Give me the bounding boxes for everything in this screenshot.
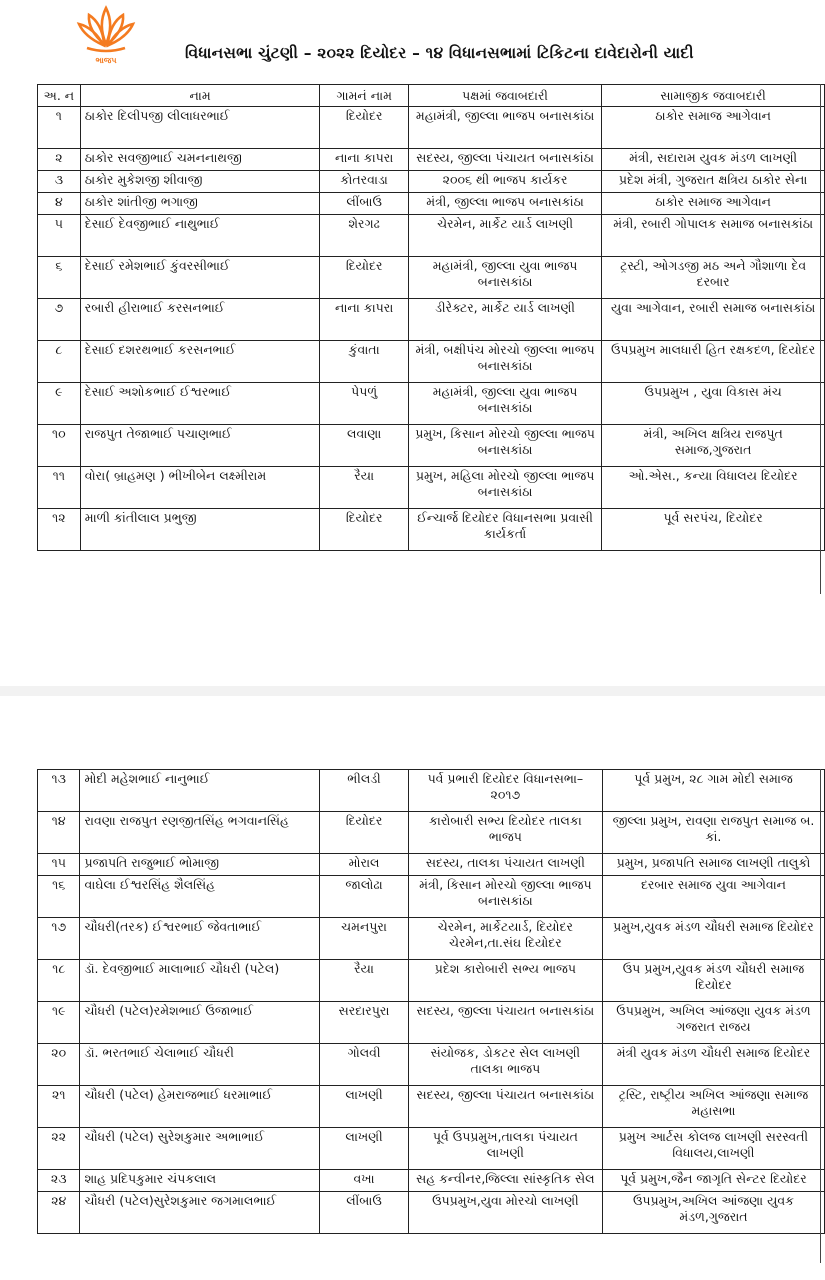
col-header-village: ગામનં નામ	[320, 85, 409, 107]
row-party-role: ૨૦૦૬ થી ભાજપ કાર્યકર	[408, 171, 601, 193]
row-number: ૩	[38, 171, 81, 193]
row-party-role: પ્રમુખ, કિસાન મોરચો જીલ્લા ભાજપ બનાસકાંઠા	[408, 425, 601, 467]
row-village: પેપળું	[320, 383, 409, 425]
row-number: ૧૨	[38, 509, 81, 551]
row-village: કોતરવાડા	[320, 171, 409, 193]
row-social-role: ઓ.એસ., કન્યા વિધાલય દિયોદર	[602, 467, 825, 509]
row-social-role: ઉપ પ્રમુખ,યુવક મંડળ ચૌધરી સમાજ દિયોદર	[602, 960, 824, 1002]
row-name: ચૌધરી(તરક) ઈશ્વરભાઈ જેવતાભાઈ	[80, 918, 320, 960]
row-party-role: પર્વ પ્રભારી દિયોદર વિધાનસભા–૨૦૧૭	[408, 770, 602, 812]
row-number: ૧૫	[38, 854, 80, 876]
table-edge-line	[820, 769, 821, 1263]
row-number: ૧૦	[38, 425, 81, 467]
row-party-role: ચેરમેન, માર્કેટ યાર્ડ લાખણી	[408, 215, 601, 257]
row-social-role: પ્રમુખ, પ્રજાપતિ સમાજ લાખણી તાલુકો	[602, 854, 824, 876]
row-social-role: મંત્રી યુવક મંડળ ચૌધરી સમાજ દિયોદર	[602, 1044, 824, 1086]
table-row	[38, 299, 825, 341]
row-name: દેસાઈ દેવજીભાઈ નાથુભાઈ	[80, 215, 320, 257]
row-social-role: યુવા આગેવાન, રબારી સમાજ બનાસકાંઠા	[602, 299, 825, 341]
row-name: ઠાકોર દિલીપજી લીલાધરભાઈ	[80, 107, 320, 149]
table-row	[38, 383, 825, 425]
row-name: ઠાકોર સવજીભાઈ ચમનનાથજી	[80, 149, 320, 171]
row-party-role: સંયોજક, ડોકટર સેલ લાખણી તાલકા ભાજપ	[408, 1044, 602, 1086]
row-party-role: ઈન્ચાર્જ દિયોદર વિધાનસભા પ્રવાસી કાર્યકર્તા	[408, 509, 601, 551]
table-row	[38, 149, 825, 171]
row-number: ૧	[38, 107, 81, 149]
row-number: ૧૯	[38, 1002, 80, 1044]
row-village: દિયોદર	[320, 509, 409, 551]
row-name: દેસાઈ અશોકભાઈ ઈશ્વરભાઈ	[80, 383, 320, 425]
table-row	[38, 1170, 825, 1192]
row-village: જાલોઢા	[320, 876, 409, 918]
row-village: લવાણા	[320, 425, 409, 467]
logo-caption: ભાજપ	[95, 56, 117, 65]
row-name: શાહ પ્રદિપકુમાર ચંપકલાલ	[80, 1170, 320, 1192]
candidates-table-part2	[37, 769, 825, 1234]
row-party-role: પૂર્વ ઉપપ્રમુખ,તાલકા પંચાયત લાખણી	[408, 1128, 602, 1170]
row-number: ૨૩	[38, 1170, 80, 1192]
row-name: વાઘેલા ઈશ્વરસિંહ શૈલસિંહ	[80, 876, 320, 918]
table-header-row	[38, 85, 825, 107]
row-name: ઠાકોર મુકેશજી શીવાજી	[80, 171, 320, 193]
row-village: રૈયા	[320, 960, 409, 1002]
table-row	[38, 854, 825, 876]
table-row	[38, 918, 825, 960]
col-header-social-role: સામાજીક જવાબદારી	[602, 85, 825, 107]
row-name: રબારી હીરાભાઈ કરસનભાઈ	[80, 299, 320, 341]
row-village: ચમનપુરા	[320, 918, 409, 960]
row-village: દિયોદર	[320, 107, 409, 149]
table-row	[38, 425, 825, 467]
row-number: ૨૪	[38, 1192, 80, 1234]
row-name: માળી કાંતીલાલ પ્રભુજી	[80, 509, 320, 551]
row-number: ૧૪	[38, 812, 80, 854]
row-number: ૧૧	[38, 467, 81, 509]
row-party-role: સદસ્ય, જીલ્લા પંચાયત બનાસકાંઠા	[408, 1086, 602, 1128]
row-village: નાના કાપરા	[320, 299, 409, 341]
row-number: ૨	[38, 149, 81, 171]
row-number: ૮	[38, 341, 81, 383]
row-village: નાના કાપરા	[320, 149, 409, 171]
row-party-role: સદસ્ય, જીલ્લા પંચાયત બનાસકાંઠા	[408, 1002, 602, 1044]
row-village: વખા	[320, 1170, 409, 1192]
row-village: લીંબાઉ	[320, 193, 409, 215]
row-number: ૧૩	[38, 770, 80, 812]
row-social-role: પૂર્વ પ્રમુખ,જૈન જાગૃતિ સેન્ટર દિયોદર	[602, 1170, 824, 1192]
table-row	[38, 509, 825, 551]
row-name: ડૉ. ભરતભાઈ ચેલાભાઈ ચૌધરી	[80, 1044, 320, 1086]
row-number: ૯	[38, 383, 81, 425]
row-village: કુંવાતા	[320, 341, 409, 383]
row-party-role: ચેરમેન, માર્કેટયાર્ડ, દિયોદર ચેરમેન,તા.સંઘ દિયોદર	[408, 918, 602, 960]
page-gap	[0, 686, 825, 696]
row-village: ગોલવી	[320, 1044, 409, 1086]
row-name: ડૉ. દેવજીભાઈ માલાભાઈ ચૌધરી (પટેલ)	[80, 960, 320, 1002]
row-social-role: પ્રમુખ,યુવક મંડળ ચૌધરી સમાજ દિયોદર	[602, 918, 824, 960]
col-header-number: અ. ન	[38, 85, 81, 107]
row-number: ૨૧	[38, 1086, 80, 1128]
row-name: દેસાઈ રમેશભાઈ કુંવરસીભાઈ	[80, 257, 320, 299]
row-name: ચૌધરી (પટેલ) હેમરાજભાઈ ધરમાભાઈ	[80, 1086, 320, 1128]
row-party-role: મંત્રી, બક્ષીપંચ મોરચો જીલ્લા ભાજપ બનાસકાંઠા	[408, 341, 601, 383]
col-header-name: નામ	[80, 85, 320, 107]
table-row	[38, 876, 825, 918]
table-row	[38, 1192, 825, 1234]
row-name: ઠાકોર શાંતીજી ભગાજી	[80, 193, 320, 215]
col-header-party-role: પક્ષમાં જવાબદારી	[408, 85, 601, 107]
row-party-role: પ્રદેશ કારોબારી સભ્ય ભાજપ	[408, 960, 602, 1002]
row-name: રાજપુત તેજાભાઈ પચાણભાઈ	[80, 425, 320, 467]
row-number: ૧૭	[38, 918, 80, 960]
row-village: લાખણી	[320, 1128, 409, 1170]
row-party-role: મહામંત્રી, જીલ્લા ભાજપ બનાસકાંઠા	[408, 107, 601, 149]
row-village: દિયોદર	[320, 812, 409, 854]
row-name: વોરા( બ્રાહમણ ) ભીખીબેન લક્ષ્મીરામ	[80, 467, 320, 509]
row-social-role: જીલ્લા પ્રમુખ, રાવણા રાજપુત સમાજ બ. કાં.	[602, 812, 824, 854]
row-number: ૪	[38, 193, 81, 215]
table-row	[38, 215, 825, 257]
table-row	[38, 193, 825, 215]
row-village: લીંબાઉ	[320, 1192, 409, 1234]
row-name: રાવણા રાજપુત રણજીતસિંહ ભગવાનસિંહ	[80, 812, 320, 854]
table-row	[38, 171, 825, 193]
table-body-part1	[38, 107, 825, 551]
row-name: ચૌધરી (પટેલ) સુરેશકુમાર અભાભાઈ	[80, 1128, 320, 1170]
table-body-part2	[38, 770, 825, 1234]
row-number: ૬	[38, 257, 81, 299]
row-number: ૫	[38, 215, 81, 257]
row-party-role: મંત્રી, જીલ્લા ભાજપ બનાસકાંઠા	[408, 193, 601, 215]
row-number: ૧૬	[38, 876, 80, 918]
row-social-role: પ્રમુખ આર્ટસ કોલજ લાખણી સરસ્વતી વિધાલય,લાખણી	[602, 1128, 824, 1170]
row-party-role: મંત્રી, કિસાન મોરચો જીલ્લા ભાજપ બનાસકાંઠા	[408, 876, 602, 918]
table-row	[38, 107, 825, 149]
row-social-role: ઉપપ્રમુખ , યુવા વિકાસ મંચ	[602, 383, 825, 425]
row-social-role: પૂર્વ સરપંચ, દિયોદર	[602, 509, 825, 551]
row-party-role: સહ કન્વીનર,જિલ્લા સાંસ્કૃતિક સેલ	[408, 1170, 602, 1192]
row-social-role: ટ્રસ્ટિ, રાષ્ટ્રીય અખિલ આંજણા સમાજ મહાસભા	[602, 1086, 824, 1128]
table-row	[38, 257, 825, 299]
table-row	[38, 1044, 825, 1086]
row-social-role: ઉપપ્રમુખ માલધારી હિત રક્ષકદળ, દિયોદર	[602, 341, 825, 383]
table-row	[38, 1128, 825, 1170]
row-number: ૨૨	[38, 1128, 80, 1170]
row-party-role: મહામંત્રી, જીલ્લા યુવા ભાજપ બનાસકાંઠા	[408, 383, 601, 425]
table-row	[38, 1002, 825, 1044]
row-village: દિયોદર	[320, 257, 409, 299]
table-row	[38, 1086, 825, 1128]
row-social-role: મંત્રી, રબારી ગોપાલક સમાજ બનાસકાંઠા	[602, 215, 825, 257]
row-village: લાખણી	[320, 1086, 409, 1128]
row-party-role: કારોબારી સભ્ય દિયોદર તાલકા ભાજપ	[408, 812, 602, 854]
row-party-role: ડીરેક્ટર, માર્કેટ યાર્ડ લાખણી	[408, 299, 601, 341]
candidates-table-part1	[37, 84, 825, 551]
row-party-role: ઉપપ્રમુખ,યુવા મોરચો લાખણી	[408, 1192, 602, 1234]
row-social-role: દરબાર સમાજ યુવા આગેવાન	[602, 876, 824, 918]
row-village: રૈયા	[320, 467, 409, 509]
bjp-lotus-logo	[72, 0, 140, 72]
table-row	[38, 467, 825, 509]
table-row	[38, 341, 825, 383]
row-village: સરદારપુરા	[320, 1002, 409, 1044]
page-title: વિધાનસભા ચુંટણી – ૨૦૨૨ દિયોદર – ૧૪ વિધાનસભામાં ટિકિટના દાવેદારોની યાદી	[185, 44, 694, 62]
row-social-role: ઉપપ્રમુખ, અખિલ આંજણા યુવક મંડળ ગજરાત રાજય	[602, 1002, 824, 1044]
row-social-role: ઠાકોર સમાજ આગેવાન	[602, 107, 825, 149]
table-row	[38, 812, 825, 854]
row-party-role: પ્રમુખ, મહિલા મોરચો જીલ્લા ભાજપ બનાસકાંઠા	[408, 467, 601, 509]
row-party-role: સદસ્ય, જીલ્લા પંચાયત બનાસકાંઠા	[408, 149, 601, 171]
row-name: મોદી મહેશભાઈ નાનુભાઈ	[80, 770, 320, 812]
table-row	[38, 770, 825, 812]
row-party-role: મહામંત્રી, જીલ્લા યુવા ભાજપ બનાસકાંઠા	[408, 257, 601, 299]
row-name: ચૌધરી (પટેલ)રમેશભાઈ ઉજાભાઈ	[80, 1002, 320, 1044]
row-village: મોરાલ	[320, 854, 409, 876]
row-number: ૨૦	[38, 1044, 80, 1086]
row-village: શેરગઢ	[320, 215, 409, 257]
row-social-role: પૂર્વ પ્રમુખ, ૨૮ ગામ મોદી સમાજ	[602, 770, 824, 812]
row-party-role: સદસ્ય, તાલકા પંચાયત લાખણી	[408, 854, 602, 876]
row-number: ૭	[38, 299, 81, 341]
table-edge-line	[820, 84, 821, 594]
row-social-role: ઠાકોર સમાજ આગેવાન	[602, 193, 825, 215]
row-name: દેસાઈ દશરથભાઈ કરસનભાઈ	[80, 341, 320, 383]
table-row	[38, 960, 825, 1002]
row-social-role: મંત્રી, સદારામ યુવક મંડળ લાખણી	[602, 149, 825, 171]
row-social-role: ઉપપ્રમુખ,અખિલ આંજણા યુવક મંડળ,ગુજરાત	[602, 1192, 824, 1234]
row-village: ભીલડી	[320, 770, 409, 812]
row-name: પ્રજાપતિ રાજુભાઈ ભોમાજી	[80, 854, 320, 876]
row-name: ચૌધરી (પટેલ)સુરેશકુમાર જગમાલભાઈ	[80, 1192, 320, 1234]
row-number: ૧૮	[38, 960, 80, 1002]
row-social-role: મંત્રી, અખિલ ક્ષત્રિય રાજપુત સમાજ,ગુજરાત	[602, 425, 825, 467]
row-social-role: ટ્રસ્ટી, ઓગડજી મઠ અને ગૌશાળા દેવ દરબાર	[602, 257, 825, 299]
row-social-role: પ્રદેશ મંત્રી, ગુજરાત ક્ષત્રિય ઠાકોર સેના	[602, 171, 825, 193]
